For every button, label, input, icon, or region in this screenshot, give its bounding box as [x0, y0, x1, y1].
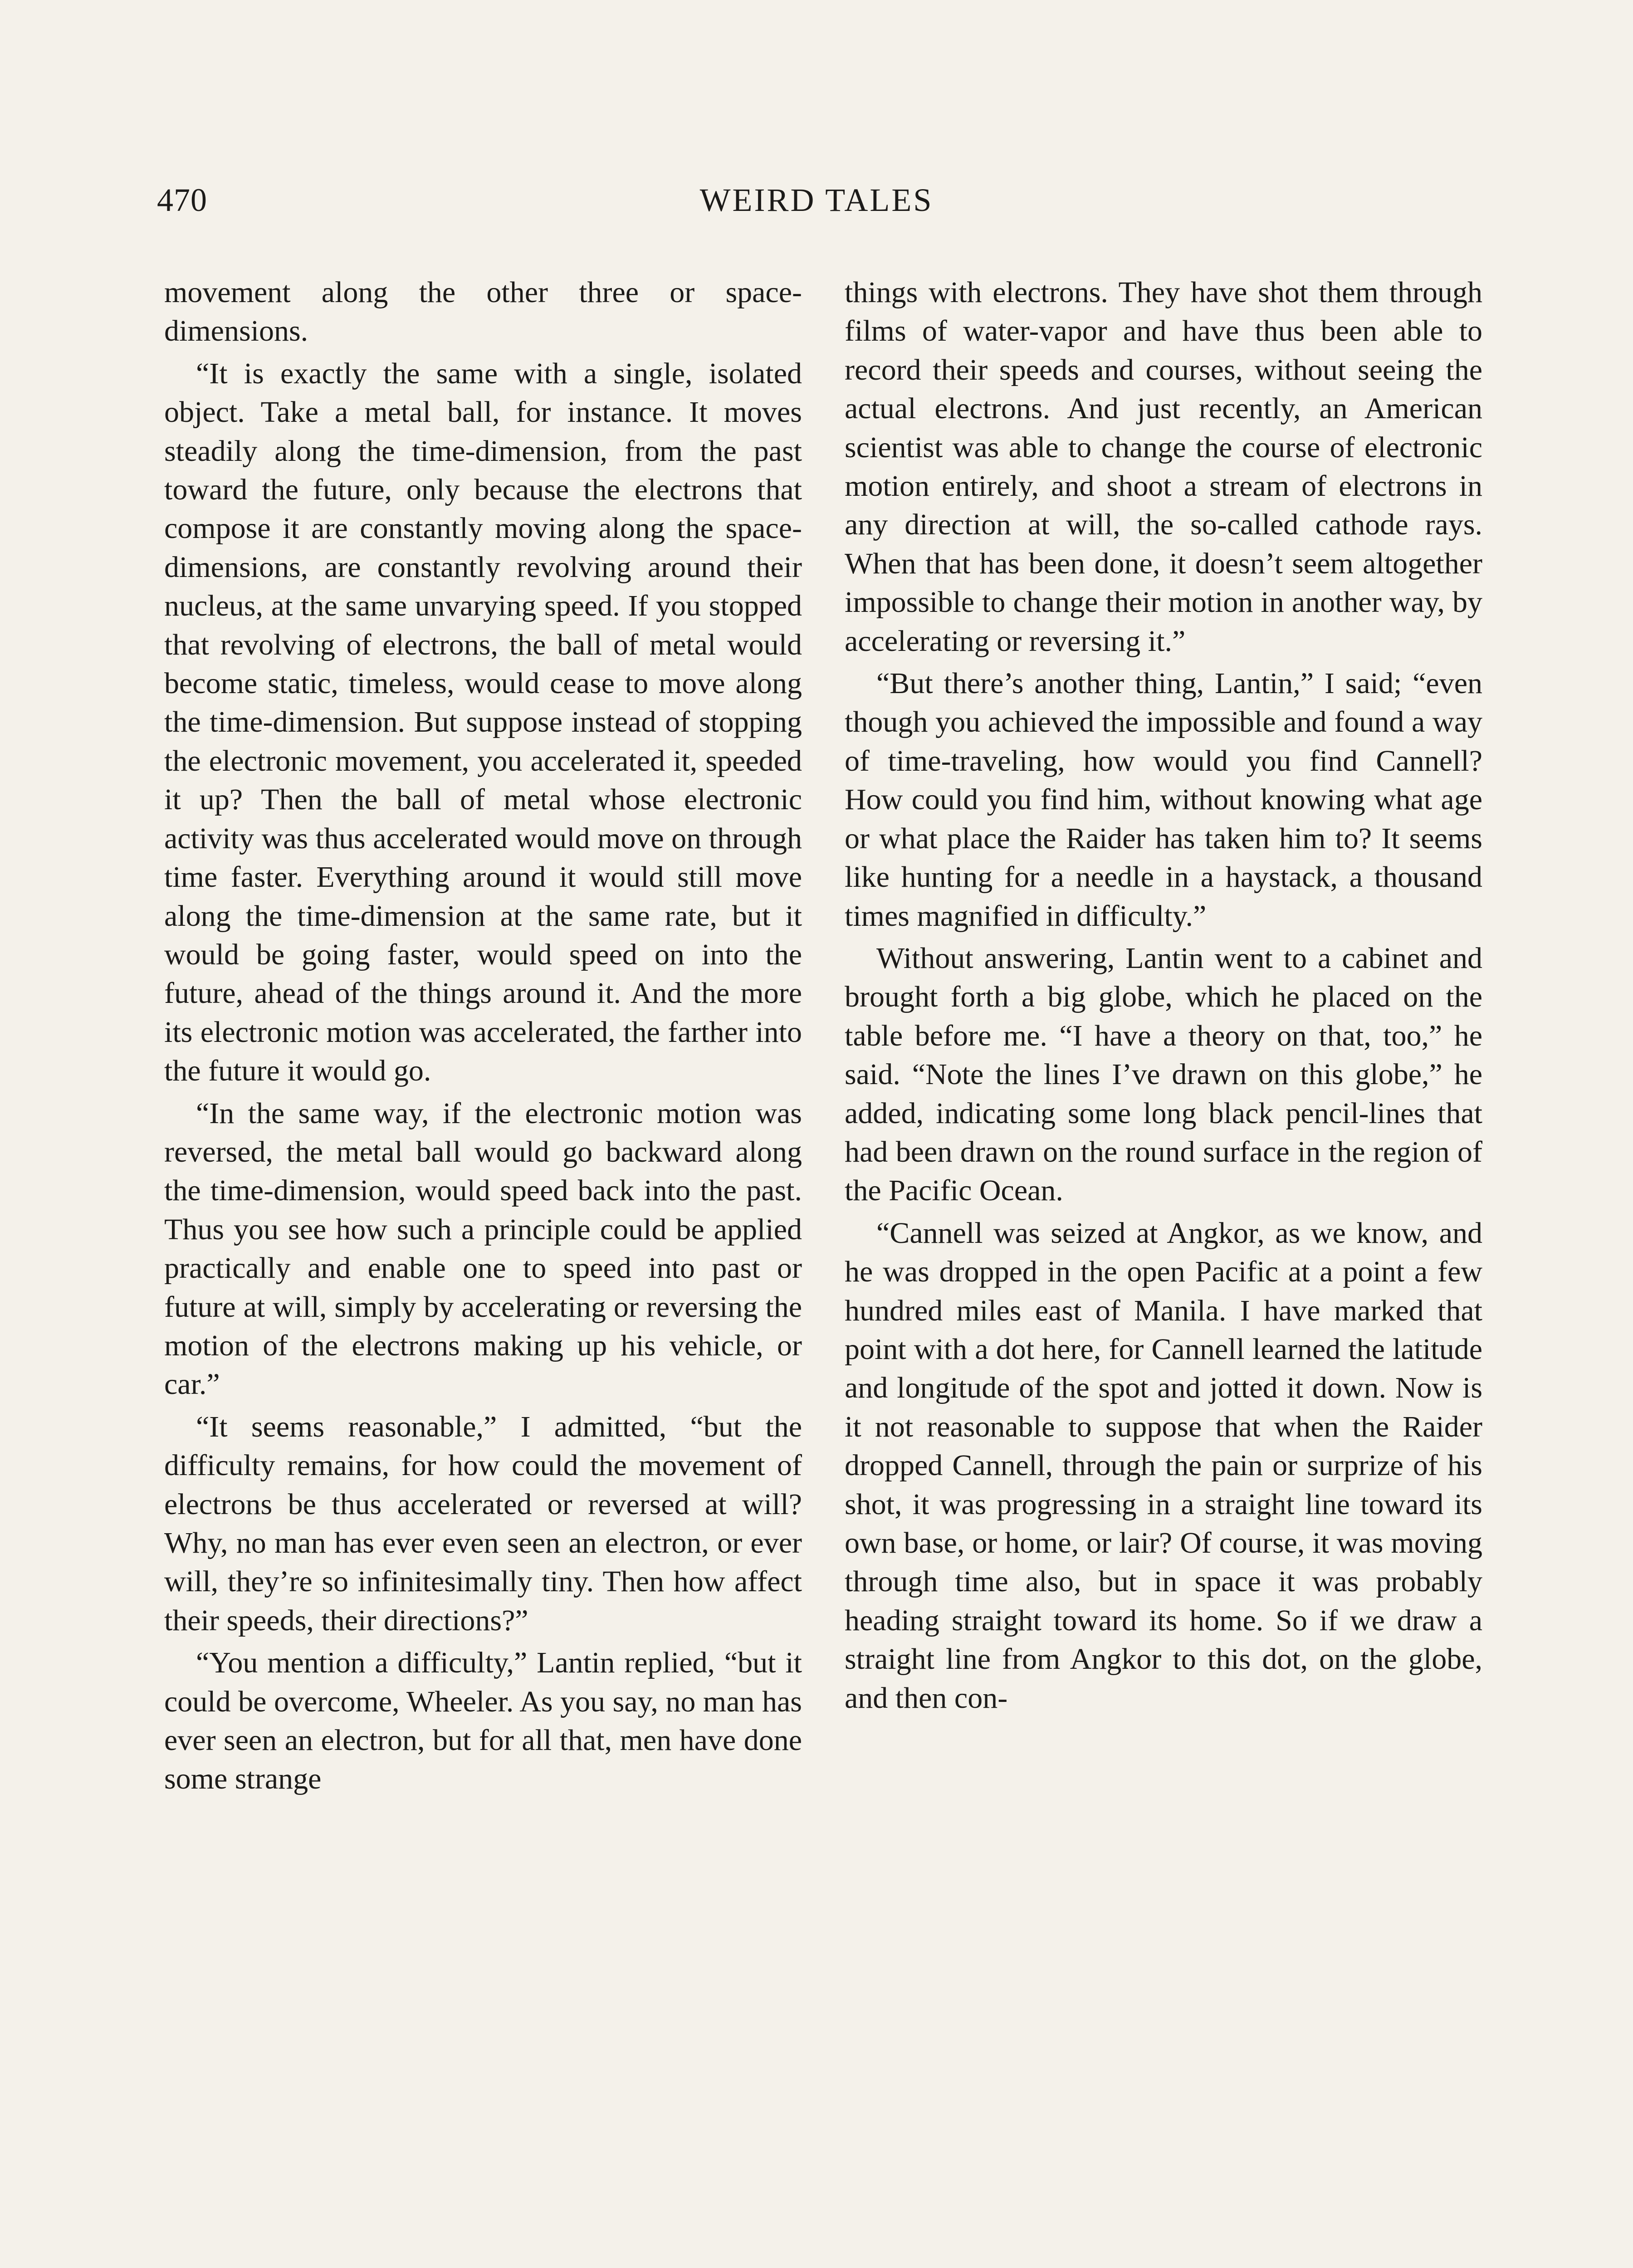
- left-paragraph-4: “It seems reasonable,” I admitted, “but the difficulty remains, for how could the movement of electrons be thus accelerated or reversed at will? Why, no man has ever even seen an electron, or ever will, they’re so infinitesimally tiny. Then how affect their speeds, their directions?”: [164, 1410, 802, 1637]
- left-paragraph-2: “It is exactly the same with a single, isolated object. Take a metal ball, for instance. It moves steadily along the time-dimension, from the past toward the future, only because the electrons that compose it are constantly moving along the space-dimensions, are constantly revolving around their nucleus, at the same unvarying speed. If you stopped that revolving of electrons, the ball of metal would become static, timeless, would cease to move along the time-dimension. But suppose instead of stopping the electronic movement, you accelerated it, speeded it up? Then the ball of metal whose electronic activity was thus accelerated would move on through time faster. Everything around it would still move along the time-dimension at the same rate, but it would be going faster, would speed on into the future, ahead of the things around it. And the more its electronic motion was accelerated, the farther into the future it would go.: [164, 357, 802, 1088]
- left-paragraph-3: “In the same way, if the electronic motion was reversed, the metal ball would go backward along the time-dimension, would speed back into the past. Thus you see how such a principle could be applied practically and enable one to speed into past or future at will, simply by accelerating or reversing the motion of the electrons making up his vehicle, or car.”: [164, 1096, 802, 1401]
- left-column: [164, 273, 802, 1799]
- right-paragraph-2: “But there’s another thing, Lantin,” I said; “even though you achieved the impossible and found a way of time-traveling, how would you find Cannell? How could you find him, without knowing what age or what place the Raider has taken him to? It seems like hunting for a needle in a haystack, a thousand times magnified in difficulty.”: [845, 667, 1482, 933]
- right-column: [845, 273, 1482, 1717]
- page-number: 470: [157, 182, 207, 218]
- right-paragraph-4: “Cannell was seized at Angkor, as we know, and he was dropped in the open Pacific at a point a few hundred miles east of Manila. I have marked that point with a dot here, for Cannell learned the latitude and longitude of the spot and jotted it down. Now is it not reasonable to suppose that when the Raider dropped Cannell, through the pain or surprize of his shot, it was progressing in a straight line toward its own base, or home, or lair? Of course, it was moving through time also, but in space it was probably heading straight toward its home. So if we draw a straight line from Angkor to this dot, on the globe, and then con-: [845, 1216, 1482, 1715]
- right-paragraph-1: things with electrons. They have shot them through films of water-vapor and have thus been able to record their speeds and courses, without seeing the actual electrons. And just recently, an American scientist was able to change the course of electronic motion entirely, and shoot a stream of electrons in any direction at will, the so-called cathode rays. When that has been done, it doesn’t seem altogether impossible to change their motion in another way, by accelerating or reversing it.”: [845, 276, 1482, 658]
- left-paragraph-1: movement along the other three or space-dimensions.: [164, 276, 802, 348]
- left-paragraph-5: “You mention a difficulty,” Lantin replied, “but it could be overcome, Wheeler. As you say, no man has ever seen an electron, but for all that, men have done some strange: [164, 1646, 802, 1796]
- running-title: WEIRD TALES: [699, 182, 934, 218]
- right-paragraph-3: Without answering, Lantin went to a cabinet and brought forth a big globe, which he placed on the table before me. “I have a theory on that, too,” he said. “Note the lines I’ve drawn on this globe,” he added, indicating some long black pencil-lines that had been drawn on the round surface in the region of the Pacific Ocean.: [845, 941, 1482, 1207]
